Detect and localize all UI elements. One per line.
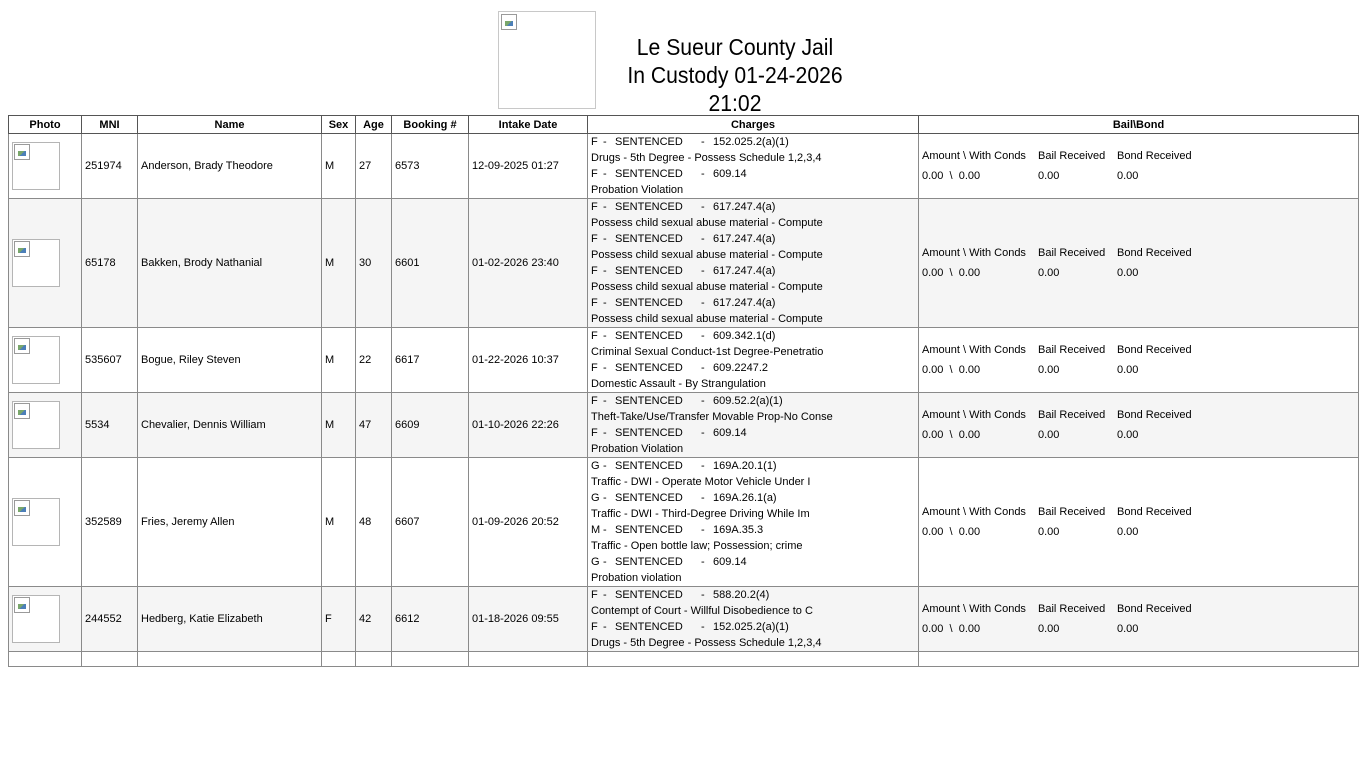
bond-received-value: 0.00 [1117,364,1139,376]
bond-received-label: Bond Received [1117,247,1192,259]
charge-header-line [591,199,915,215]
charge-severity: F [591,427,598,439]
charge-item [591,619,915,651]
empty-cell [138,652,322,667]
charge-description: Theft-Take/Use/Transfer Movable Prop-No Conse [591,411,833,423]
charge-header-line [591,295,915,311]
charge-separator: - [701,168,705,180]
charge-description: Domestic Assault - By Strangulation [591,378,766,390]
charge-statute: 152.025.2(a)(1) [713,136,789,148]
inmate-roster-table [8,115,1359,667]
charge-description: Possess child sexual abuse material - Compute [591,313,823,325]
with-conds: 0.00 [958,623,981,635]
charge-item [591,134,915,166]
charge-item [591,199,915,231]
charge-severity: F [591,168,598,180]
table-row [9,328,1359,393]
bond-received-label: Bond Received [1117,150,1192,162]
sex-cell: M [322,134,356,199]
charge-description: Probation violation [591,572,682,584]
charge-item [591,360,915,392]
amount-separator: \ [943,267,959,279]
column-header-bail-bond: Bail\Bond [919,116,1359,134]
photo-cell [9,134,82,199]
charge-severity: F [591,233,598,245]
empty-cell [469,652,588,667]
amount: 0.00 [922,170,944,182]
charge-header-line [591,263,915,279]
with-conds: 0.00 [958,170,981,182]
amount: 0.00 [922,429,944,441]
charge-status: SENTENCED [615,297,683,309]
photo-cell [9,199,82,328]
charge-separator: - [603,524,607,536]
broken-image-icon [14,144,30,160]
bail-received-label: Bail Received [1038,603,1106,615]
column-header-charges: Charges [588,116,919,134]
charge-separator: - [701,201,705,213]
charge-separator: - [603,395,607,407]
charge-separator: - [603,233,607,245]
charge-status: SENTENCED [615,589,683,601]
charge-separator: - [701,621,705,633]
amount: 0.00 [922,623,944,635]
charge-description: Criminal Sexual Conduct-1st Degree-Penetratio [591,346,824,358]
bond-received-value: 0.00 [1117,267,1139,279]
charge-severity: F [591,265,598,277]
sex-cell: M [322,393,356,458]
age-cell: 30 [356,199,392,328]
bond-received-label: Bond Received [1117,603,1192,615]
charge-statute: 617.247.4(a) [713,233,776,245]
charge-description: Drugs - 5th Degree - Possess Schedule 1,2,3,4 [591,152,822,164]
bail-bond-grid [922,344,1355,376]
charges-cell [588,199,919,328]
charge-statute: 617.247.4(a) [713,265,776,277]
bail-amount-value [922,170,1038,182]
charge-separator: - [603,589,607,601]
charge-severity: F [591,330,598,342]
mni-cell: 244552 [82,587,138,652]
name-cell: Hedberg, Katie Elizabeth [138,587,322,652]
inmate-photo [12,595,60,643]
charge-status: SENTENCED [615,556,683,568]
charge-status: SENTENCED [615,621,683,633]
charge-separator: - [603,297,607,309]
booking-cell: 6573 [392,134,469,199]
charge-statute: 609.14 [713,168,747,180]
page-title [611,33,859,117]
charge-separator: - [603,330,607,342]
column-header-booking: Booking # [392,116,469,134]
with-conds: 0.00 [958,526,981,538]
amount: 0.00 [922,364,944,376]
bail-received-label: Bail Received [1038,344,1106,356]
charge-item [591,425,915,457]
charge-status: SENTENCED [615,362,683,374]
intake-date-cell: 01-22-2026 10:37 [469,328,588,393]
with-conds: 0.00 [958,267,981,279]
charge-separator: - [603,265,607,277]
bail-bond-grid [922,506,1355,538]
sex-cell: M [322,458,356,587]
broken-image-icon [14,338,30,354]
charge-item [591,231,915,263]
photo-cell [9,393,82,458]
name-cell: Bogue, Riley Steven [138,328,322,393]
bail-amount-label: Amount \ With Conds [922,409,1026,421]
charge-description: Drugs - 5th Degree - Possess Schedule 1,2,3,4 [591,637,822,649]
name-cell: Anderson, Brady Theodore [138,134,322,199]
bond-received-label: Bond Received [1117,344,1192,356]
bond-received-value: 0.00 [1117,623,1139,635]
charge-header-line [591,522,915,538]
column-header-sex: Sex [322,116,356,134]
charge-statute: 588.20.2(4) [713,589,770,601]
empty-cell [322,652,356,667]
charge-statute: 169A.20.1(1) [713,460,777,472]
inmate-photo [12,239,60,287]
charge-description: Traffic - DWI - Third-Degree Driving While Im [591,508,810,520]
charge-separator: - [603,492,607,504]
bond-received-label: Bond Received [1117,506,1192,518]
bail-received-value: 0.00 [1038,170,1060,182]
inmate-photo [12,336,60,384]
charge-header-line [591,490,915,506]
charges-cell [588,393,919,458]
column-header-age: Age [356,116,392,134]
amount-separator: \ [943,364,959,376]
charge-separator: - [701,427,705,439]
charge-header-line [591,425,915,441]
inmate-photo [12,401,60,449]
empty-cell [9,652,82,667]
age-cell: 27 [356,134,392,199]
bail-amount-label: Amount \ With Conds [922,506,1026,518]
mni-cell: 251974 [82,134,138,199]
title-line-2: In Custody 01-24-2026 21:02 [627,62,843,116]
bail-received-value: 0.00 [1038,364,1060,376]
broken-image-icon [14,403,30,419]
charge-description: Possess child sexual abuse material - Compute [591,217,823,229]
charge-item [591,166,915,198]
bail-bond-cell [919,134,1359,199]
charge-status: SENTENCED [615,460,683,472]
charge-separator: - [603,621,607,633]
title-line-1: Le Sueur County Jail [636,34,834,60]
bail-amount-value [922,364,1038,376]
charge-severity: G [591,460,600,472]
charge-header-line [591,360,915,376]
charge-header-line [591,134,915,150]
charge-separator: - [701,136,705,148]
charge-header-line [591,328,915,344]
bail-bond-cell [919,458,1359,587]
charge-statute: 152.025.2(a)(1) [713,621,789,633]
bail-bond-grid [922,603,1355,635]
charge-description: Probation Violation [591,184,684,196]
intake-date-cell: 12-09-2025 01:27 [469,134,588,199]
empty-cell [82,652,138,667]
charge-status: SENTENCED [615,136,683,148]
charge-separator: - [603,556,607,568]
sex-cell: M [322,328,356,393]
column-header-mni: MNI [82,116,138,134]
age-cell: 47 [356,393,392,458]
charge-severity: F [591,362,598,374]
charge-item [591,295,915,327]
charge-separator: - [701,556,705,568]
bail-bond-grid [922,150,1355,182]
charge-header-line [591,231,915,247]
name-cell: Bakken, Brody Nathanial [138,199,322,328]
charge-separator: - [701,362,705,374]
charge-item [591,490,915,522]
empty-cell [392,652,469,667]
broken-image-icon [14,500,30,516]
bail-amount-value [922,526,1038,538]
bail-received-value: 0.00 [1038,526,1060,538]
empty-cell [588,652,919,667]
bond-received-value: 0.00 [1117,526,1139,538]
bail-amount-label: Amount \ With Conds [922,150,1026,162]
photo-cell [9,587,82,652]
charge-severity: M [591,524,601,536]
column-header-photo: Photo [9,116,82,134]
charge-separator: - [701,330,705,342]
broken-image-icon [14,597,30,613]
charge-statute: 617.247.4(a) [713,297,776,309]
charge-severity: G [591,492,600,504]
charge-header-line [591,458,915,474]
charges-cell [588,458,919,587]
charge-separator: - [701,524,705,536]
mni-cell: 535607 [82,328,138,393]
broken-image-icon [501,14,517,30]
broken-image-icon [14,241,30,257]
charge-status: SENTENCED [615,330,683,342]
bail-received-value: 0.00 [1038,623,1060,635]
bail-received-label: Bail Received [1038,506,1106,518]
amount-separator: \ [943,429,959,441]
charge-description: Possess child sexual abuse material - Compute [591,249,823,261]
column-header-intake-date: Intake Date [469,116,588,134]
bail-received-value: 0.00 [1038,429,1060,441]
charge-status: SENTENCED [615,427,683,439]
bail-bond-cell [919,393,1359,458]
inmate-photo [12,498,60,546]
charge-item [591,263,915,295]
bail-received-label: Bail Received [1038,247,1106,259]
charge-header-line [591,587,915,603]
bail-amount-label: Amount \ With Conds [922,603,1026,615]
charge-severity: F [591,621,598,633]
bond-received-value: 0.00 [1117,429,1139,441]
county-logo-image [498,11,596,109]
charge-severity: G [591,556,600,568]
with-conds: 0.00 [958,364,981,376]
charge-description: Contempt of Court - Willful Disobedience to C [591,605,813,617]
charge-statute: 609.14 [713,427,747,439]
table-header-row [9,116,1359,134]
charge-item [591,393,915,425]
amount-separator: \ [943,623,959,635]
bail-received-value: 0.00 [1038,267,1060,279]
charge-item [591,554,915,586]
table-row [9,134,1359,199]
age-cell: 42 [356,587,392,652]
booking-cell: 6601 [392,199,469,328]
mni-cell: 65178 [82,199,138,328]
charge-statute: 609.342.1(d) [713,330,776,342]
charge-item [591,587,915,619]
charges-cell [588,134,919,199]
charge-item [591,458,915,490]
intake-date-cell: 01-02-2026 23:40 [469,199,588,328]
charges-cell [588,587,919,652]
table-row [9,587,1359,652]
empty-cell [919,652,1359,667]
mni-cell: 352589 [82,458,138,587]
charge-description: Possess child sexual abuse material - Compute [591,281,823,293]
bail-bond-cell [919,328,1359,393]
age-cell: 48 [356,458,392,587]
charge-item [591,328,915,360]
bail-bond-grid [922,409,1355,441]
charge-separator: - [701,460,705,472]
table-row [9,393,1359,458]
charge-description: Traffic - Open bottle law; Possession; crime [591,540,803,552]
charge-statute: 609.52.2(a)(1) [713,395,783,407]
bond-received-value: 0.00 [1117,170,1139,182]
charge-severity: F [591,297,598,309]
intake-date-cell: 01-10-2026 22:26 [469,393,588,458]
booking-cell: 6609 [392,393,469,458]
bail-bond-grid [922,247,1355,279]
bail-received-label: Bail Received [1038,409,1106,421]
table-row [9,458,1359,587]
bail-amount-value [922,623,1038,635]
booking-cell: 6612 [392,587,469,652]
charge-status: SENTENCED [615,395,683,407]
charge-statute: 617.247.4(a) [713,201,776,213]
charge-header-line [591,166,915,182]
charge-header-line [591,619,915,635]
photo-cell [9,458,82,587]
charge-status: SENTENCED [615,201,683,213]
inmate-photo [12,142,60,190]
bail-bond-cell [919,199,1359,328]
with-conds: 0.00 [958,429,981,441]
table-row [9,652,1359,667]
charge-status: SENTENCED [615,168,683,180]
photo-cell [9,328,82,393]
charge-header-line [591,554,915,570]
charge-item [591,522,915,554]
amount: 0.00 [922,526,944,538]
table-body [9,134,1359,667]
bond-received-label: Bond Received [1117,409,1192,421]
charge-separator: - [701,265,705,277]
amount-separator: \ [943,170,959,182]
charge-severity: F [591,201,598,213]
charge-separator: - [603,362,607,374]
sex-cell: F [322,587,356,652]
charge-severity: F [591,395,598,407]
charge-separator: - [701,297,705,309]
mni-cell: 5534 [82,393,138,458]
booking-cell: 6607 [392,458,469,587]
charge-description: Traffic - DWI - Operate Motor Vehicle Under I [591,476,811,488]
amount-separator: \ [943,526,959,538]
charge-separator: - [701,492,705,504]
booking-cell: 6617 [392,328,469,393]
charge-statute: 609.2247.2 [713,362,769,374]
charges-cell [588,328,919,393]
charge-separator: - [701,233,705,245]
charge-header-line [591,393,915,409]
charge-statute: 609.14 [713,556,747,568]
bail-amount-label: Amount \ With Conds [922,344,1026,356]
charge-separator: - [603,460,607,472]
charge-severity: F [591,589,598,601]
charge-status: SENTENCED [615,233,683,245]
charge-separator: - [603,427,607,439]
charge-statute: 169A.35.3 [713,524,764,536]
table-row [9,199,1359,328]
charge-statute: 169A.26.1(a) [713,492,777,504]
bail-received-label: Bail Received [1038,150,1106,162]
bail-amount-label: Amount \ With Conds [922,247,1026,259]
charge-separator: - [701,589,705,601]
charge-description: Probation Violation [591,443,684,455]
intake-date-cell: 01-18-2026 09:55 [469,587,588,652]
charge-status: SENTENCED [615,492,683,504]
age-cell: 22 [356,328,392,393]
charge-separator: - [603,136,607,148]
sex-cell: M [322,199,356,328]
bail-amount-value [922,267,1038,279]
name-cell: Fries, Jeremy Allen [138,458,322,587]
bail-amount-value [922,429,1038,441]
empty-cell [356,652,392,667]
amount: 0.00 [922,267,944,279]
charge-separator: - [603,201,607,213]
name-cell: Chevalier, Dennis William [138,393,322,458]
charge-severity: F [591,136,598,148]
bail-bond-cell [919,587,1359,652]
charge-separator: - [701,395,705,407]
charge-status: SENTENCED [615,524,683,536]
charge-status: SENTENCED [615,265,683,277]
charge-separator: - [603,168,607,180]
column-header-name: Name [138,116,322,134]
intake-date-cell: 01-09-2026 20:52 [469,458,588,587]
page-header [0,0,1366,115]
